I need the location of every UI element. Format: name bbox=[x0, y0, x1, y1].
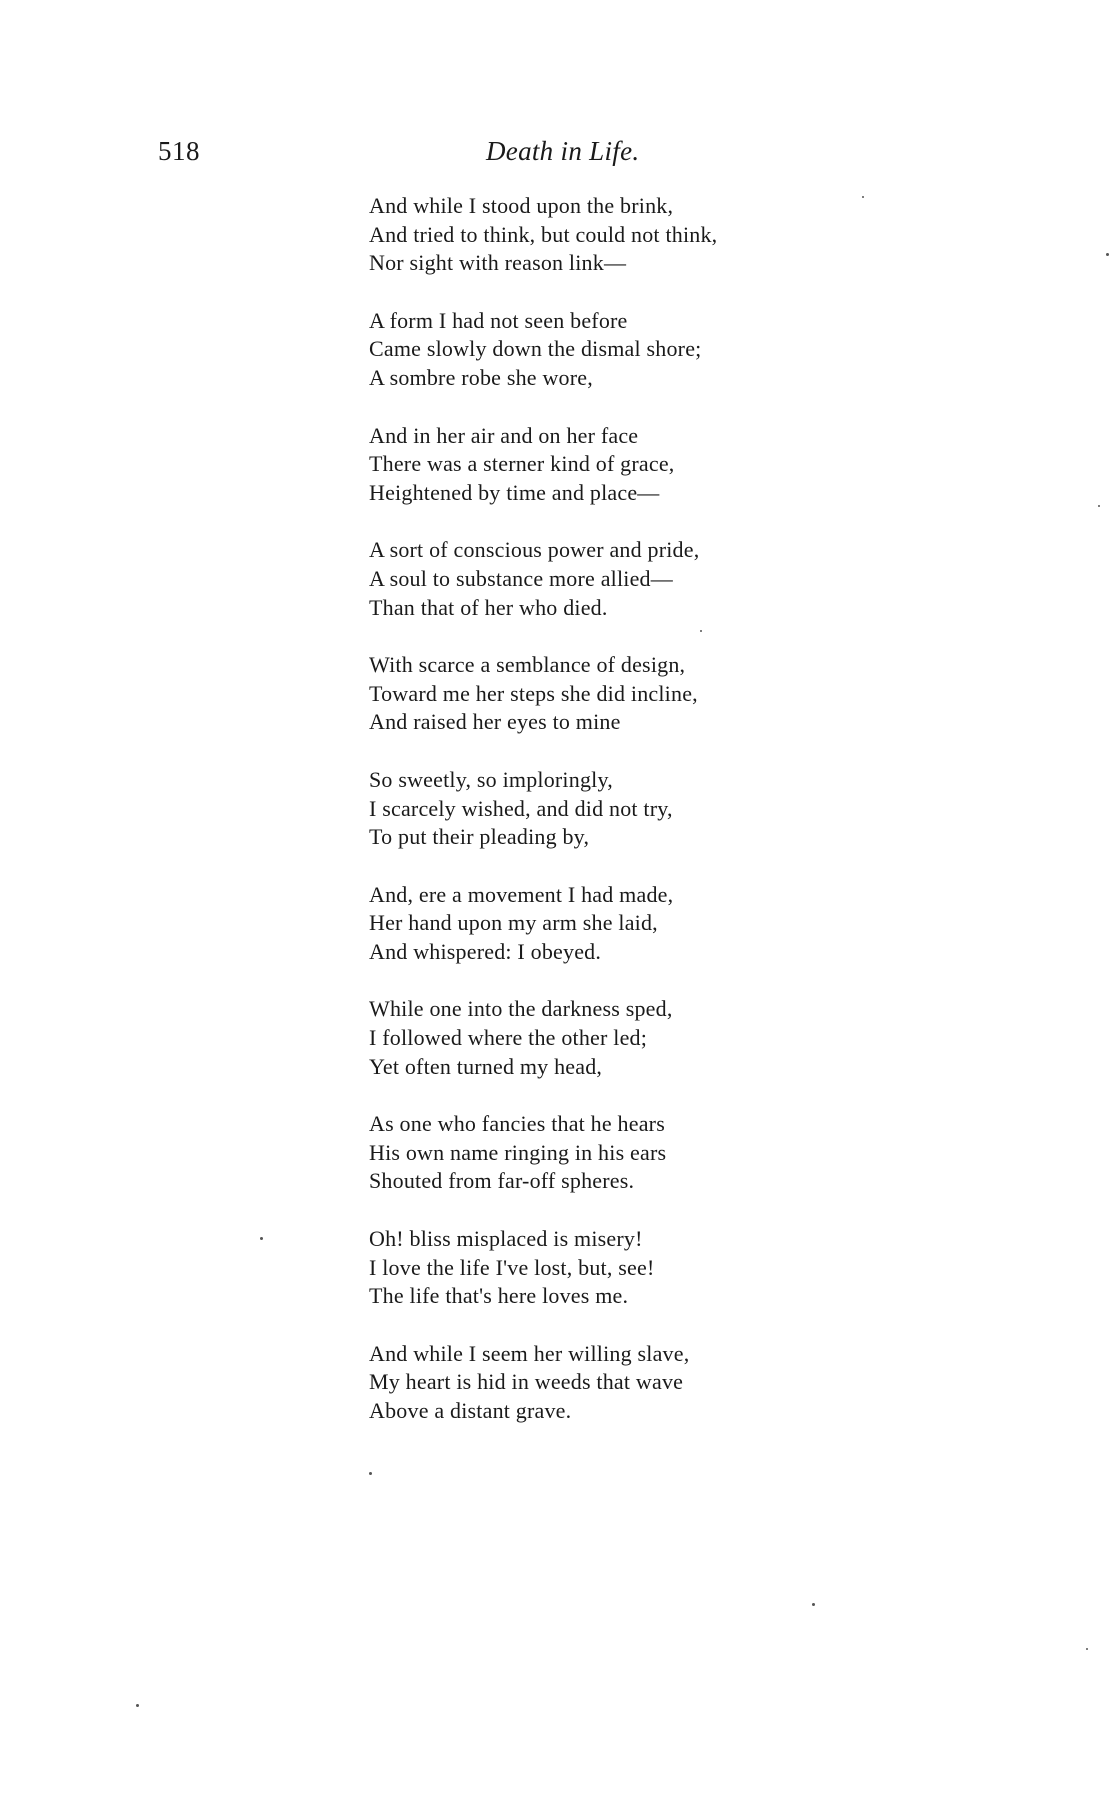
poem-line: To put their pleading by, bbox=[369, 824, 590, 850]
poem-line: His own name ringing in his ears bbox=[369, 1139, 667, 1165]
poem-line: While one into the darkness sped, bbox=[369, 996, 673, 1022]
poem-line: The life that's here loves me. bbox=[369, 1283, 629, 1309]
poem-line: I scarcely wished, and did not try, bbox=[369, 795, 673, 821]
poem-line: Oh! bliss misplaced is misery! bbox=[369, 1226, 643, 1252]
poem-line: I followed where the other led; bbox=[369, 1025, 648, 1051]
scan-speck bbox=[1098, 505, 1100, 507]
stanza bbox=[369, 1340, 889, 1426]
stanza bbox=[369, 1225, 889, 1311]
poem-line: A sort of conscious power and pride, bbox=[369, 537, 700, 563]
stanza bbox=[369, 995, 889, 1081]
poem-line: Toward me her steps she did incline, bbox=[369, 680, 698, 706]
stanza bbox=[369, 192, 889, 278]
stanza bbox=[369, 766, 889, 852]
scan-speck bbox=[1086, 1648, 1088, 1650]
scan-speck bbox=[136, 1704, 139, 1707]
poem-line: There was a sterner kind of grace, bbox=[369, 451, 675, 477]
scan-speck bbox=[260, 1237, 263, 1240]
stanza bbox=[369, 536, 889, 622]
scan-speck bbox=[1106, 253, 1109, 256]
poem-line: I love the life I've lost, but, see! bbox=[369, 1254, 655, 1280]
poem-line: A sombre robe she wore, bbox=[369, 364, 593, 390]
poem-line: A soul to substance more allied— bbox=[369, 565, 673, 591]
stanza bbox=[369, 422, 889, 508]
poem-line: My heart is hid in weeds that wave bbox=[369, 1369, 684, 1395]
poem-line: Above a distant grave. bbox=[369, 1398, 572, 1423]
page-number: 518 bbox=[158, 136, 200, 166]
poem-line: As one who fancies that he hears bbox=[369, 1111, 665, 1137]
poem bbox=[369, 192, 889, 1455]
scan-speck bbox=[369, 1472, 372, 1475]
poem-line: Came slowly down the dismal shore; bbox=[369, 336, 702, 362]
poem-line: And while I stood upon the brink, bbox=[369, 193, 674, 218]
poem-line: A form I had not seen before bbox=[369, 307, 628, 333]
poem-line: Her hand upon my arm she laid, bbox=[369, 910, 658, 936]
stanza bbox=[369, 307, 889, 393]
stanza bbox=[369, 881, 889, 967]
poem-line: Nor sight with reason link— bbox=[369, 250, 627, 276]
poem-line: With scarce a semblance of design, bbox=[369, 652, 686, 678]
poem-line: And in her air and on her face bbox=[369, 422, 639, 448]
poem-line: Than that of her who died. bbox=[369, 594, 608, 620]
poem-line: Yet often turned my head, bbox=[369, 1053, 603, 1079]
poem-line: So sweetly, so imploringly, bbox=[369, 766, 613, 792]
running-title: Death in Life. bbox=[486, 136, 640, 166]
poem-line: Heightened by time and place— bbox=[369, 479, 660, 505]
scan-speck bbox=[700, 630, 702, 632]
scan-speck bbox=[862, 196, 864, 198]
poem-line: Shouted from far-off spheres. bbox=[369, 1168, 635, 1194]
poem-line: And, ere a movement I had made, bbox=[369, 881, 674, 907]
poem-line: And while I seem her willing slave, bbox=[369, 1340, 690, 1366]
poem-line: And whispered: I obeyed. bbox=[369, 938, 602, 964]
poem-line: And raised her eyes to mine bbox=[369, 709, 621, 735]
poem-line: And tried to think, but could not think, bbox=[369, 221, 718, 247]
stanza bbox=[369, 651, 889, 737]
scan-speck bbox=[812, 1603, 815, 1606]
stanza bbox=[369, 1110, 889, 1196]
